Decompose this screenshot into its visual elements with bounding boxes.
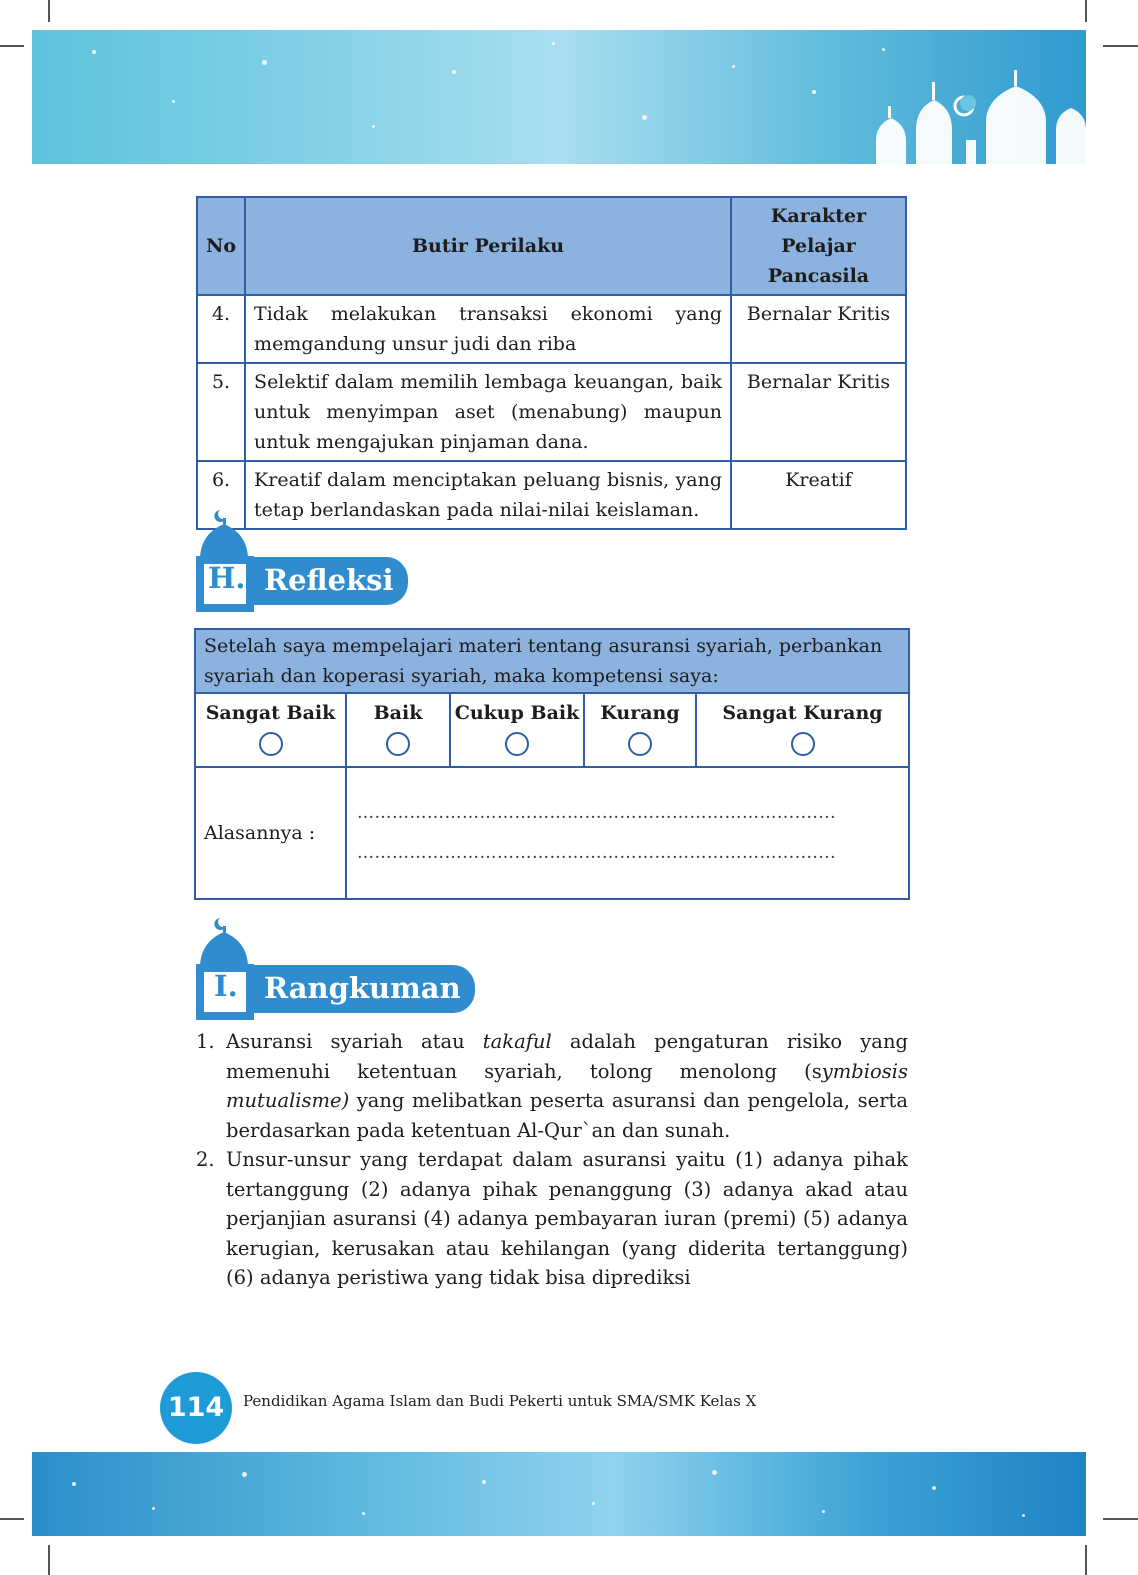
list-item <box>196 1027 908 1145</box>
column-header-character: Karakter Pelajar Pancasila <box>731 197 906 295</box>
section-title: Rangkuman <box>254 965 475 1013</box>
row-number: 5. <box>197 363 245 461</box>
option-label: Kurang <box>600 702 680 724</box>
section-letter: I. <box>214 969 238 1003</box>
radio-button[interactable] <box>259 732 283 756</box>
option-label: Sangat Baik <box>205 702 336 724</box>
page-number-badge: 114 <box>160 1372 232 1444</box>
radio-button[interactable] <box>386 732 410 756</box>
text-italic: takaful <box>482 1030 552 1053</box>
crop-mark <box>1103 1518 1138 1520</box>
mosque-silhouette-icon <box>856 70 1086 164</box>
reason-line[interactable]: ……………………………………………………………….......... <box>357 843 837 863</box>
crop-mark <box>48 0 50 22</box>
row-character: Bernalar Kritis <box>731 295 906 363</box>
column-header-behavior: Butir Perilaku <box>245 197 731 295</box>
reflection-intro: Setelah saya mempelajari materi tentang asuransi syariah, perbankan syariah dan koperasi syariah, maka kompetensi saya: <box>195 629 909 693</box>
option-sangat-baik[interactable] <box>195 693 346 767</box>
footer-banner <box>32 1452 1086 1536</box>
crop-mark <box>1085 1545 1087 1575</box>
row-number: 4. <box>197 295 245 363</box>
table-row <box>197 295 906 363</box>
summary-list <box>196 1027 908 1293</box>
crop-mark <box>1103 45 1138 47</box>
table-header-row <box>197 197 906 295</box>
option-baik[interactable] <box>346 693 450 767</box>
text: Unsur-unsur yang terdapat dalam asuransi yaitu (1) adanya pihak tertanggung (2) adanya pihak penanggung (3) adanya akad atau perjanjian asuransi (4) adanya pembayaran iuran (premi) (5) adanya kerugian, kerusakan atau kehilangan (yang diderita tertanggung) (6) adanya peristiwa yang tidak bisa diprediksi <box>226 1148 908 1289</box>
crop-mark <box>0 1518 24 1520</box>
reason-label: Alasannya : <box>195 767 346 899</box>
row-number: 6. <box>197 461 245 529</box>
section-letter: H. <box>208 561 246 595</box>
row-behavior: Kreatif dalam menciptakan peluang bisnis, yang tetap berlandaskan pada nilai-nilai keislaman. <box>245 461 731 529</box>
header-banner <box>32 30 1086 164</box>
book-title: Pendidikan Agama Islam dan Budi Pekerti untuk SMA/SMK Kelas X <box>243 1392 757 1410</box>
radio-button[interactable] <box>628 732 652 756</box>
column-header-no: No <box>197 197 245 295</box>
crop-mark <box>1085 0 1087 22</box>
reason-line[interactable]: ……………………………………………………………….......... <box>357 803 837 823</box>
list-item <box>196 1145 908 1293</box>
section-heading-refleksi <box>196 510 396 612</box>
text: adalah pengaturan risiko yang memenuhi ketentuan syariah, tolong menolong (s <box>226 1030 908 1083</box>
section-heading-rangkuman <box>196 918 461 1020</box>
option-label: Cukup Baik <box>454 702 580 724</box>
text: yang melibatkan peserta asuransi dan pengelola, serta berdasarkan pada ketentuan Al-Qur`an dan sunah. <box>226 1089 908 1142</box>
option-label: Sangat Kurang <box>722 702 883 724</box>
option-kurang[interactable] <box>584 693 696 767</box>
reflection-table <box>194 628 910 900</box>
list-number: 1. <box>196 1030 215 1053</box>
behavior-table <box>196 196 907 530</box>
text: Asuransi syariah atau <box>226 1030 483 1053</box>
option-sangat-kurang[interactable] <box>696 693 909 767</box>
section-title: Refleksi <box>254 557 408 605</box>
row-character: Kreatif <box>731 461 906 529</box>
radio-button[interactable] <box>505 732 529 756</box>
table-row <box>197 363 906 461</box>
option-label: Baik <box>373 702 423 724</box>
row-behavior: Selektif dalam memilih lembaga keuangan, baik untuk menyimpan aset (menabung) maupun untuk mengajukan pinjaman dana. <box>245 363 731 461</box>
crop-mark <box>0 45 24 47</box>
crop-mark <box>48 1545 50 1575</box>
reason-field[interactable] <box>346 767 909 899</box>
row-behavior: Tidak melakukan transaksi ekonomi yang memgandung unsur judi dan riba <box>245 295 731 363</box>
option-cukup-baik[interactable] <box>450 693 584 767</box>
row-character: Bernalar Kritis <box>731 363 906 461</box>
radio-button[interactable] <box>791 732 815 756</box>
text-italic: ymbiosis mutualisme) <box>226 1059 908 1112</box>
list-number: 2. <box>196 1148 215 1171</box>
